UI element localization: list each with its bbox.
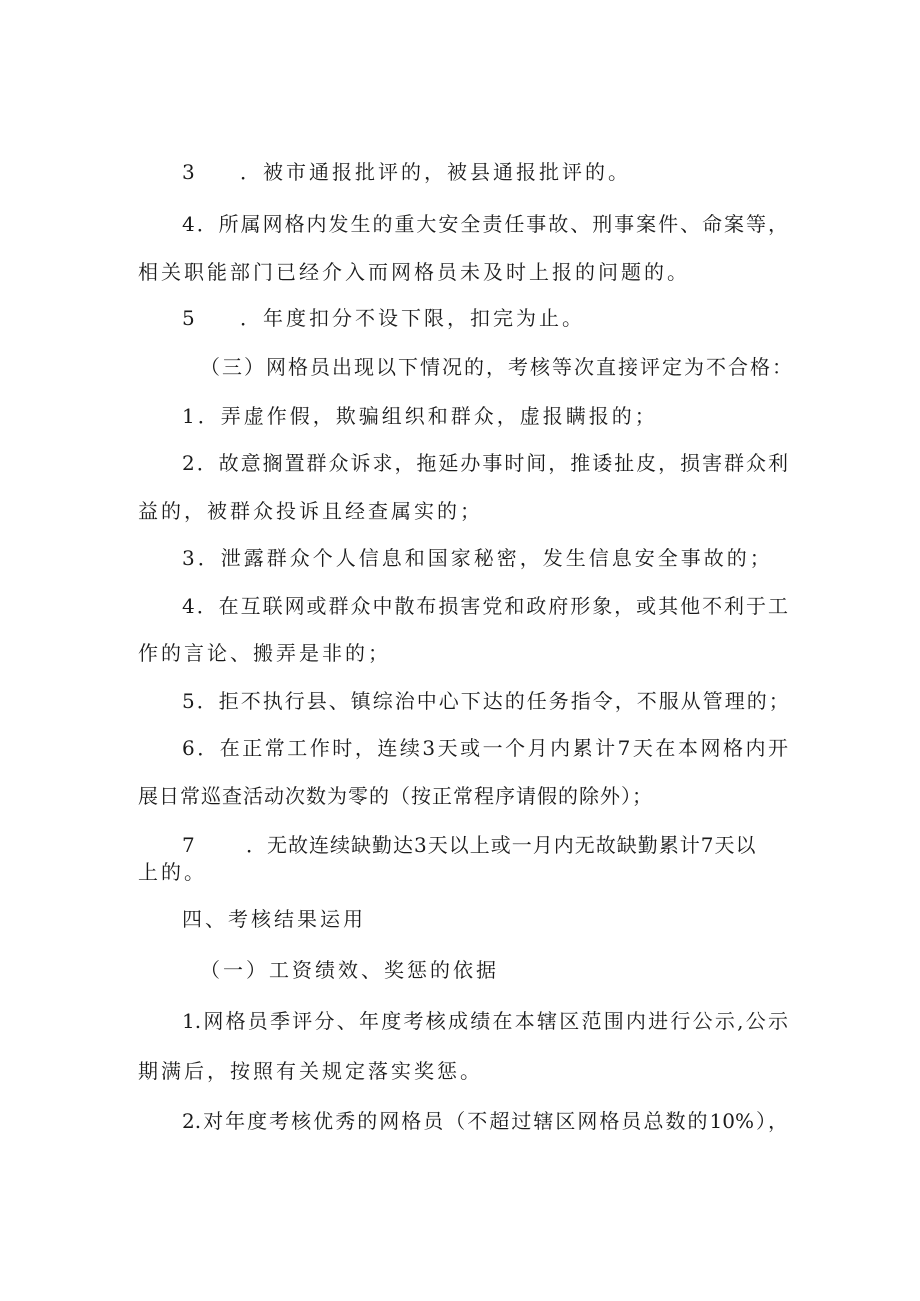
rule-5: 5．拒不执行县、镇综治中心下达的任务指令，不服从管理的； (182, 689, 791, 713)
item-number: 5 (182, 306, 195, 330)
item-text: ．年度扣分不设下限，扣完为止。 (240, 306, 585, 330)
rule-6-line2: 展日常巡查活动次数为零的（按正常程序请假的除外）； (138, 784, 653, 808)
rule-4-line1: 4．在互联网或群众中散布损害党和政府形象，或其他不利于工 (182, 594, 788, 618)
subsection-one-heading: （一）工资绩效、奖惩的依据 (200, 958, 499, 982)
item-text: ．被市通报批评的，被县通报批评的。 (240, 160, 631, 184)
item-number: 7 (182, 833, 195, 857)
rule-2-line1: 2．故意搁置群众诉求，拖延办事时间，推诿扯皮，损害群众利 (182, 451, 788, 475)
paragraph-3 (182, 158, 832, 186)
usage-1-line1: 1.网格员季评分、年度考核成绩在本辖区范围内进行公示,公示 (182, 1009, 788, 1033)
section-four-heading: 四、考核结果运用 (182, 907, 366, 931)
paragraph-4-line2: 相关职能部门已经介入而网格员未及时上报的问题的。 (138, 260, 690, 284)
rule-7-line1 (182, 831, 788, 859)
paragraph-5 (182, 304, 832, 332)
item-text: ．无故连续缺勤达3天以上或一月内无故缺勤累计7天以 (246, 833, 757, 857)
paragraph-4-line1: 4．所属网格内发生的重大安全责任事故、刑事案件、命案等， (182, 212, 788, 236)
rule-6-line1: 6．在正常工作时，连续3天或一个月内累计7天在本网格内开 (182, 736, 788, 760)
rule-4-line2: 作的言论、搬弄是非的； (138, 641, 391, 665)
rule-7-line2: 上的。 (138, 860, 207, 884)
usage-2: 2.对年度考核优秀的网格员（不超过辖区网格员总数的10%）， (182, 1109, 788, 1133)
rule-2-line2: 益的，被群众投诉且经查属实的； (138, 499, 483, 523)
rule-1: 1．弄虚作假，欺骗组织和群众，虚报瞒报的； (182, 404, 658, 428)
rule-3: 3．泄露群众个人信息和国家秘密，发生信息安全事故的； (182, 546, 773, 570)
item-number: 3 (182, 160, 195, 184)
usage-1-line2: 期满后，按照有关规定落实奖惩。 (138, 1059, 483, 1083)
section-heading-three: （三）网格员出现以下情况的，考核等次直接评定为不合格： (200, 355, 794, 379)
